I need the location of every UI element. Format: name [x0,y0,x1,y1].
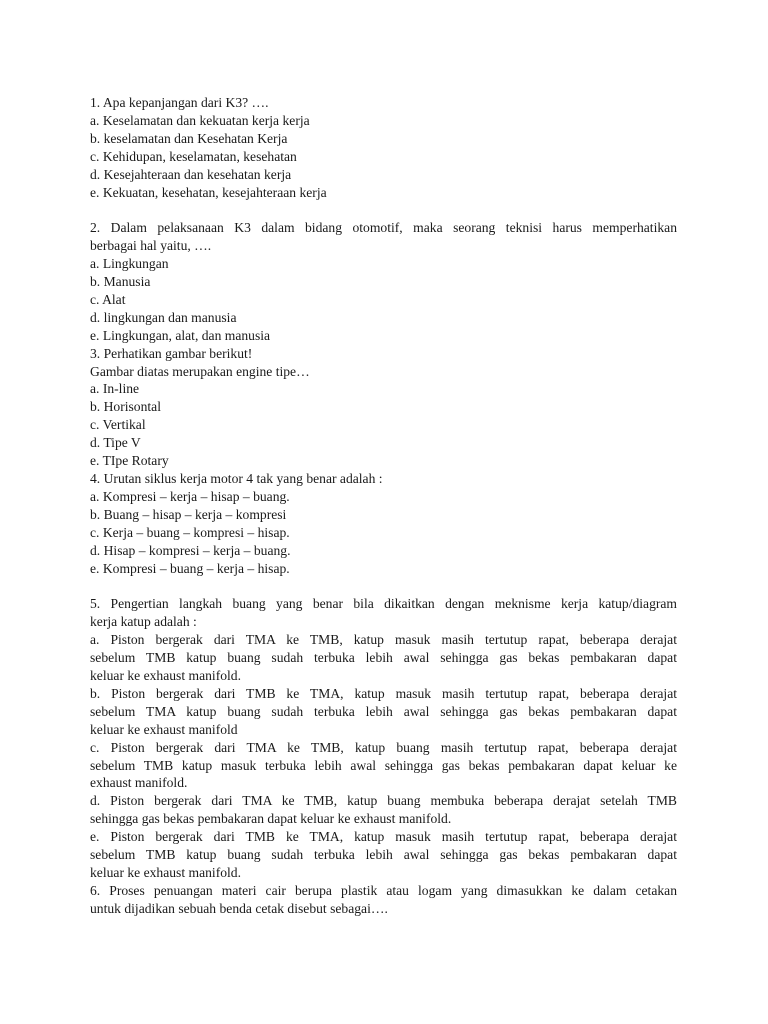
option-a [90,631,677,685]
option-d: d. Hisap – kompresi – kerja – buang. [90,542,291,558]
option-line: c. Piston bergerak dari TMA ke TMB, katup buang masih tertutup rapat, beberapa derajat [90,739,677,755]
option-line: sebelum TMB katup buang sudah terbuka lebih awal sehingga gas bekas pembakaran dapat [90,650,677,666]
option-c: c. Vertikal [90,417,146,433]
spacer [90,201,677,219]
option-b: b. Manusia [90,274,151,290]
option-line: sebelum TMB katup buang sudah terbuka lebih awal sehingga gas bekas pembakaran dapat [90,847,677,863]
question-text: 2. Dalam pelaksanaan K3 dalam bidang otomotif, maka seorang teknisi harus memperhatikan [90,220,677,236]
question-text: untuk dijadikan sebuah benda cetak disebut sebagai…. [90,900,388,916]
option-line: keluar ke exhaust manifold. [90,864,241,880]
spacer [90,577,677,595]
option-a: a. In-line [90,381,140,397]
option-e: e. Kekuatan, kesehatan, kesejahteraan kerja [90,184,327,200]
question-text: 3. Perhatikan gambar berikut! [90,345,253,361]
question-prompt: Gambar diatas merupakan engine tipe… [90,363,310,379]
question-6 [90,882,677,918]
option-b [90,685,677,739]
option-line: keluar ke exhaust manifold. [90,667,241,683]
option-a: a. Lingkungan [90,256,169,272]
question-text: berbagai hal yaitu, …. [90,238,212,254]
question-text: kerja katup adalah : [90,614,197,630]
option-e: e. Kompresi – buang – kerja – hisap. [90,560,290,576]
question-1 [90,94,677,201]
option-b: b. keselamatan dan Kesehatan Kerja [90,130,288,146]
option-b: b. Horisontal [90,399,161,415]
option-a: a. Keselamatan dan kekuatan kerja kerja [90,112,310,128]
option-a: a. Kompresi – kerja – hisap – buang. [90,488,290,504]
option-line: a. Piston bergerak dari TMA ke TMB, katup masuk masih tertutup rapat, beberapa derajat [90,632,677,648]
option-c: c. Kehidupan, keselamatan, kesehatan [90,148,297,164]
option-line: keluar ke exhaust manifold [90,721,238,737]
question-2 [90,219,677,344]
option-c: c. Alat [90,291,126,307]
question-text: 4. Urutan siklus kerja motor 4 tak yang benar adalah : [90,471,383,487]
option-line: exhaust manifold. [90,775,188,791]
question-text: 6. Proses penuangan materi cair berupa plastik atau logam yang dimasukkan ke dalam cetakan [90,882,677,898]
option-d [90,792,677,828]
question-text: 1. Apa kepanjangan dari K3? …. [90,95,269,110]
question-3 [90,345,677,470]
option-line: sebelum TMA katup buang sudah terbuka lebih awal sehingga gas bekas pembakaran dapat [90,703,677,719]
option-c: c. Kerja – buang – kompresi – hisap. [90,524,290,540]
option-line: b. Piston bergerak dari TMB ke TMA, katup masuk masih tertutup rapat, beberapa derajat [90,685,677,701]
option-e [90,828,677,882]
option-line: sebelum TMB katup masuk terbuka lebih awal sehingga gas bekas pembakaran dapat keluar ke [90,757,677,773]
option-d: d. lingkungan dan manusia [90,309,237,325]
option-line: d. Piston bergerak dari TMA ke TMB, katup buang membuka beberapa derajat setelah TMB [90,793,677,809]
option-b: b. Buang – hisap – kerja – kompresi [90,506,287,522]
option-c [90,739,677,793]
question-4 [90,470,677,577]
option-line: e. Piston bergerak dari TMB ke TMA, katup masuk masih tertutup rapat, beberapa derajat [90,829,677,845]
option-d: d. Tipe V [90,435,141,451]
option-e: e. TIpe Rotary [90,453,169,469]
question-5 [90,595,677,882]
question-text: 5. Pengertian langkah buang yang benar bila dikaitkan dengan meknisme kerja katup/diagram [90,596,677,612]
option-line: sehingga gas bekas pembakaran dapat keluar ke exhaust manifold. [90,811,452,827]
option-d: d. Kesejahteraan dan kesehatan kerja [90,166,292,182]
option-e: e. Lingkungan, alat, dan manusia [90,327,271,343]
